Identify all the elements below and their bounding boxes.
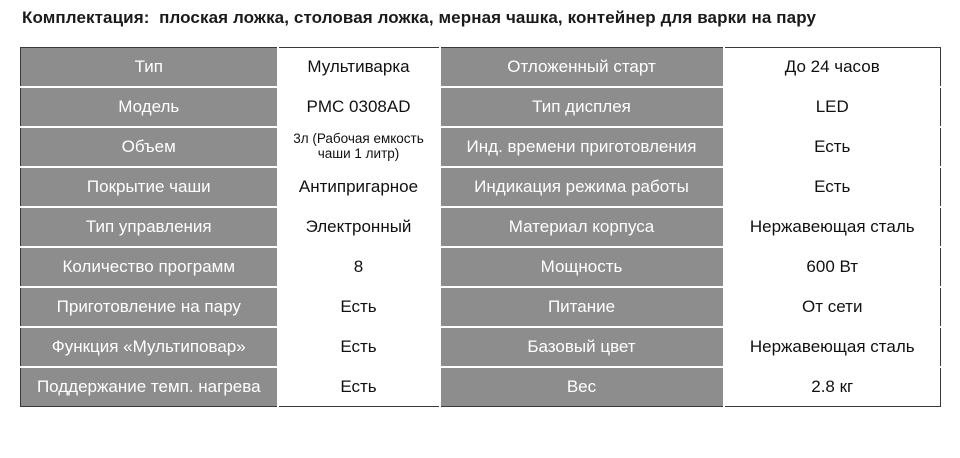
spec-value: От сети xyxy=(724,287,941,327)
spec-label: Тип xyxy=(21,48,278,88)
specifications-table xyxy=(20,47,941,407)
spec-label: Базовый цвет xyxy=(440,327,724,367)
spec-value: Электронный xyxy=(278,207,440,247)
table-row xyxy=(21,127,941,167)
table-row xyxy=(21,207,941,247)
spec-label: Приготовление на пару xyxy=(21,287,278,327)
spec-value: Есть xyxy=(278,327,440,367)
spec-label: Тип управления xyxy=(21,207,278,247)
spec-value: 8 xyxy=(278,247,440,287)
spec-value: До 24 часов xyxy=(724,48,941,88)
spec-label: Поддержание темп. нагрева xyxy=(21,367,278,407)
spec-value: Нержавеющая сталь xyxy=(724,207,941,247)
table-row xyxy=(21,247,941,287)
spec-label: Отложенный старт xyxy=(440,48,724,88)
spec-value: LED xyxy=(724,87,941,127)
spec-label: Количество программ xyxy=(21,247,278,287)
table-row xyxy=(21,87,941,127)
spec-label: Тип дисплея xyxy=(440,87,724,127)
spec-value: Есть xyxy=(278,367,440,407)
table-row xyxy=(21,327,941,367)
spec-value: Мультиварка xyxy=(278,48,440,88)
spec-label: Объем xyxy=(21,127,278,167)
spec-value: Есть xyxy=(724,127,941,167)
package-contents-title: Комплектация: плоская ложка, столовая ложка, мерная чашка, контейнер для варки на пару xyxy=(22,8,817,27)
table-row xyxy=(21,287,941,327)
table-row xyxy=(21,367,941,407)
spec-label: Питание xyxy=(440,287,724,327)
table-row xyxy=(21,48,941,88)
spec-label: Мощность xyxy=(440,247,724,287)
spec-value: 2.8 кг xyxy=(724,367,941,407)
spec-label: Вес xyxy=(440,367,724,407)
spec-value: Есть xyxy=(724,167,941,207)
table-row xyxy=(21,167,941,207)
spec-label: Покрытие чаши xyxy=(21,167,278,207)
spec-label: Функция «Мультиповар» xyxy=(21,327,278,367)
spec-value: PMC 0308AD xyxy=(278,87,440,127)
spec-label: Инд. времени приготовления xyxy=(440,127,724,167)
spec-value: Нержавеющая сталь xyxy=(724,327,941,367)
spec-value: 600 Вт xyxy=(724,247,941,287)
spec-label: Модель xyxy=(21,87,278,127)
spec-label: Материал корпуса xyxy=(440,207,724,247)
spec-label: Индикация режима работы xyxy=(440,167,724,207)
spec-value: Есть xyxy=(278,287,440,327)
spec-value: Антипригарное xyxy=(278,167,440,207)
spec-value: 3л (Рабочая емкость чаши 1 литр) xyxy=(278,127,440,167)
